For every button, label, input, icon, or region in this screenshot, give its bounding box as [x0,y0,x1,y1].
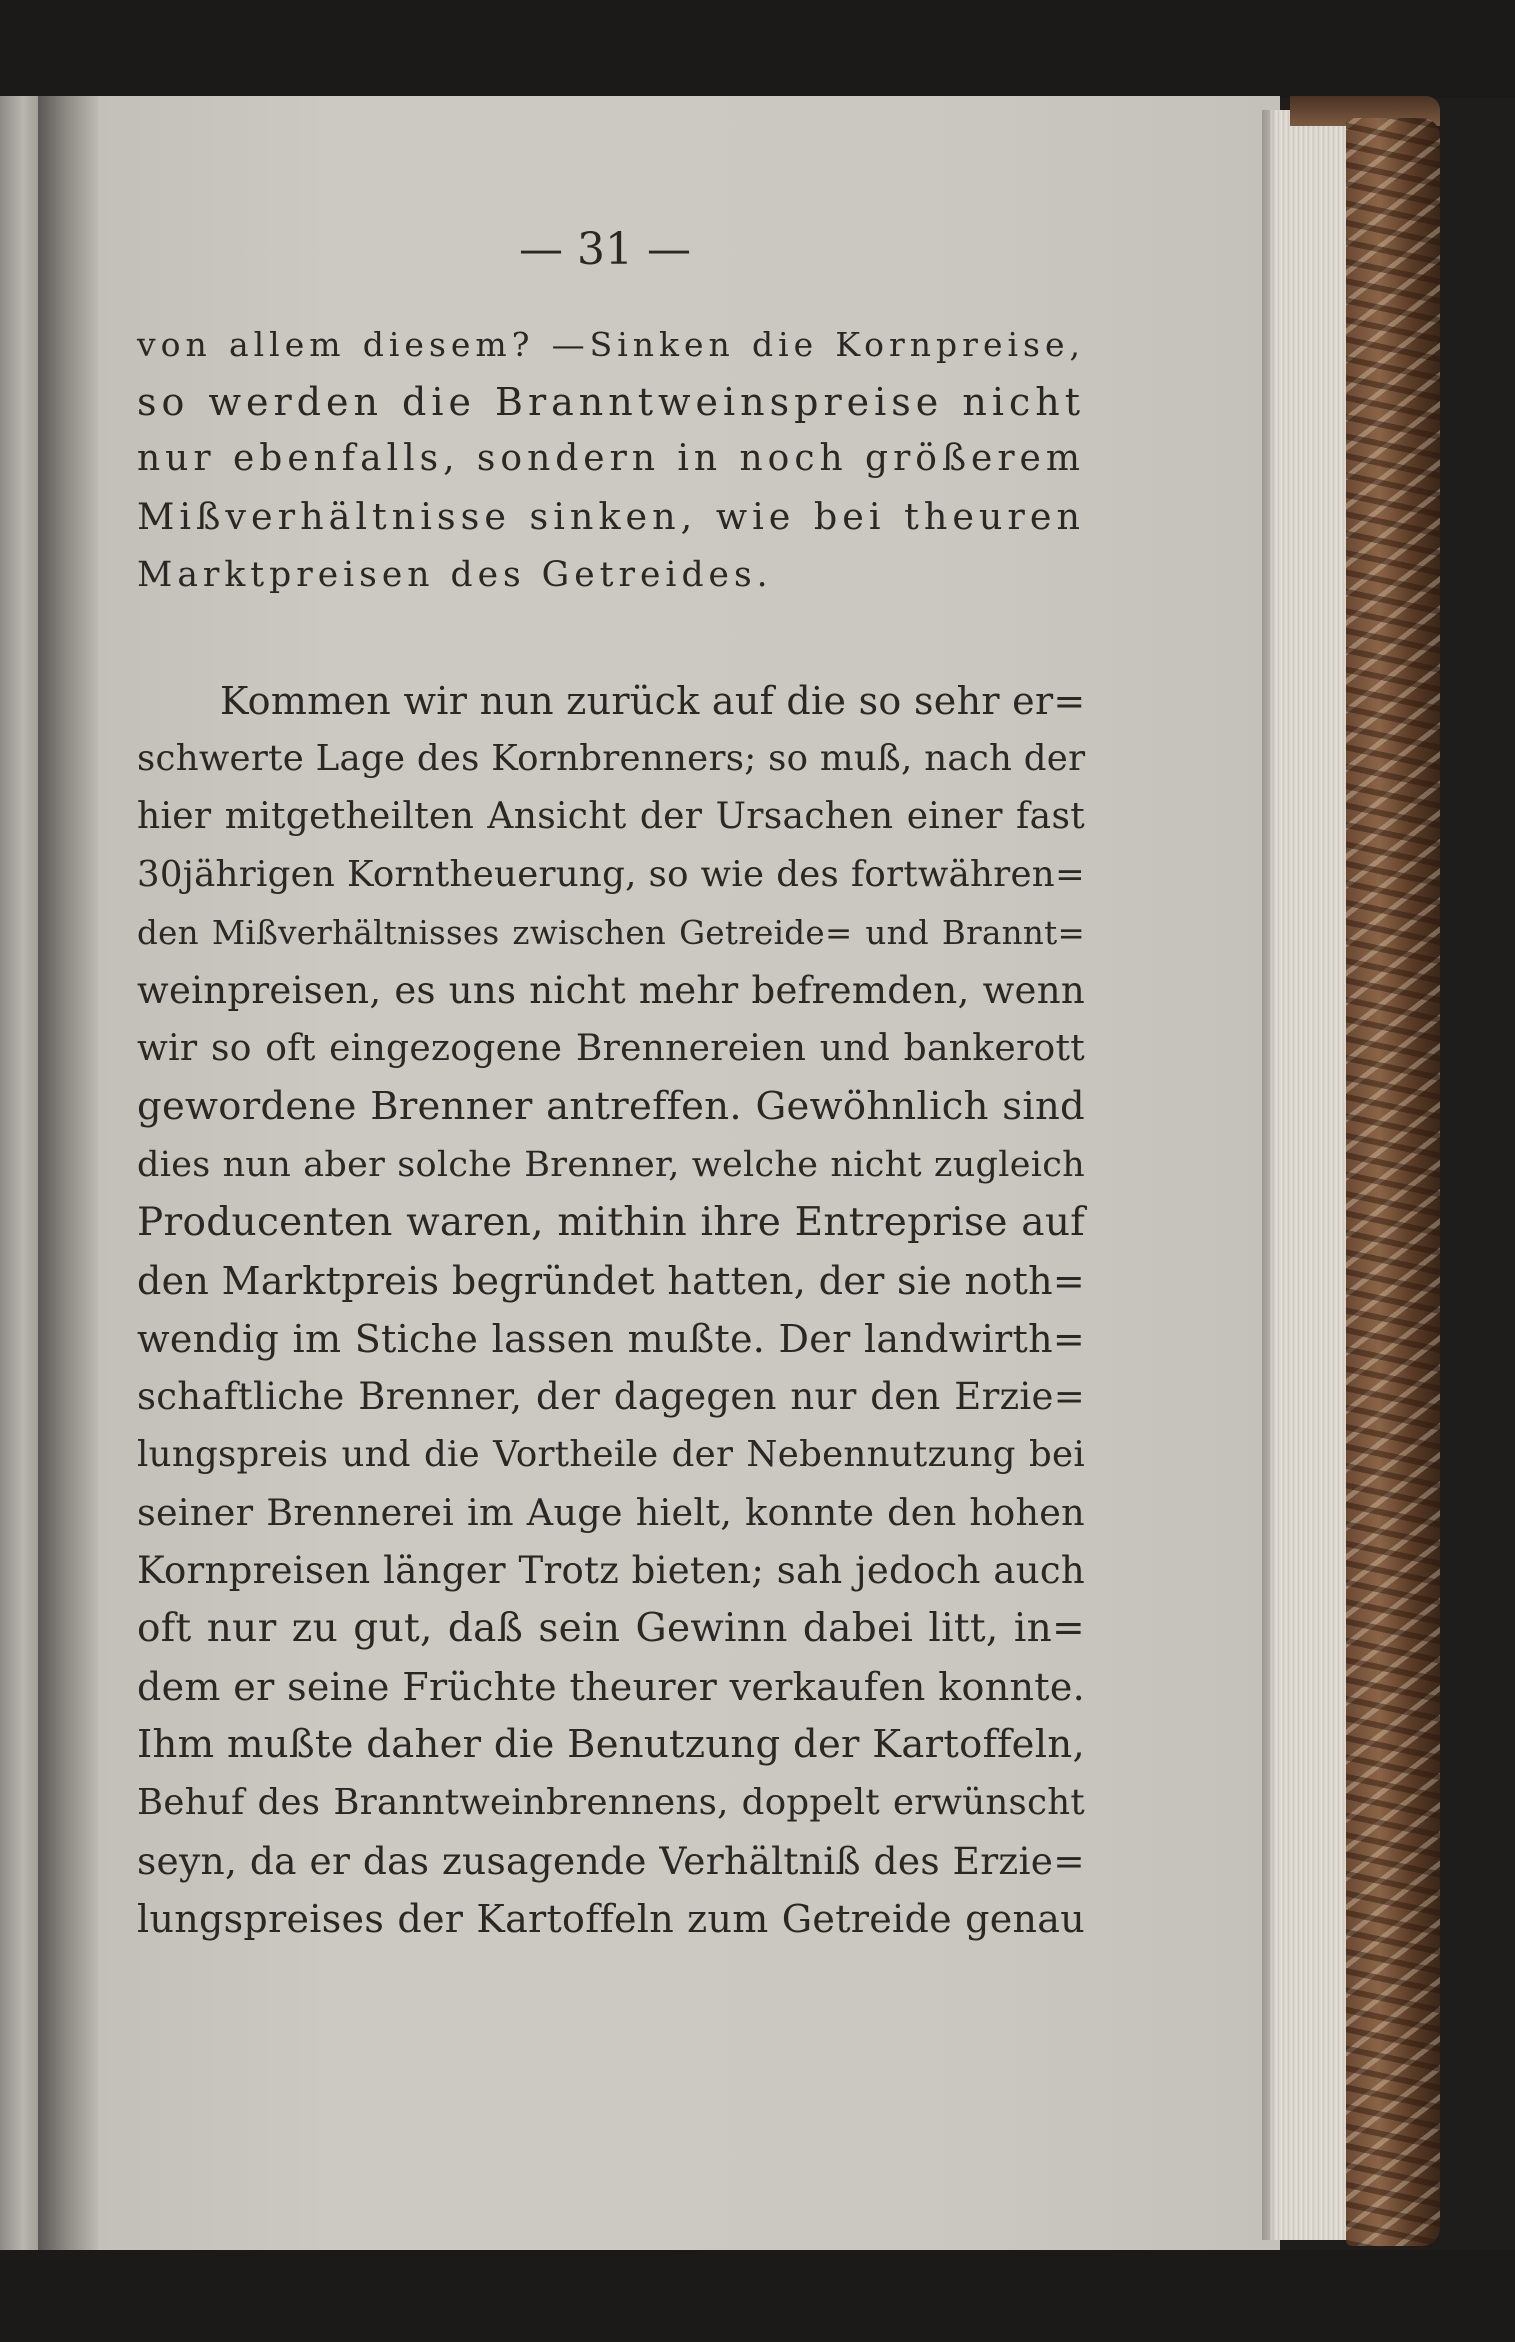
text-line: von allem diesem? —Sinken die Kornpreise, [137,325,1085,364]
text-line: schaftliche Brenner, der dagegen nur den Erzie= [137,1375,1085,1418]
text-line: nur ebenfalls, sondern in noch größerem [137,438,1085,479]
text-line: dies nun aber solche Brenner, welche nicht zugleich [137,1145,1085,1185]
text-line: gewordene Brenner antreffen. Gewöhnlich sind [137,1084,1085,1129]
text-line: oft nur zu gut, daß sein Gewinn dabei litt, in= [137,1606,1085,1651]
text-line: wir so oft eingezogene Brennereien und bankerott [137,1028,1085,1069]
text-line: den Marktpreis begründet hatten, der sie noth= [137,1259,1085,1303]
text-line: so werden die Branntweinspreise nicht [137,380,1085,424]
text-line: den Mißverhältnisses zwischen Getreide= und Brannt= [137,914,1085,952]
text-line: dem er seine Früchte theurer verkaufen konnte. [137,1665,1085,1709]
text-line: Behuf des Branntweinbrennens, doppelt erwünscht [137,1782,1085,1823]
text-line: Kommen wir nun zurück auf die so sehr er= [220,679,1086,723]
text-line: weinpreisen, es uns nicht mehr befremden, wenn [137,969,1085,1012]
text-line: 30jährigen Korntheuerung, so wie des fortwähren= [137,854,1085,895]
text-line: Marktpreisen des Getreides. [137,555,773,595]
text-line: Producenten waren, mithin ihre Entreprise auf [137,1200,1085,1245]
text-line: seyn, da er das zusagende Verhältniß des Erzie= [137,1839,1085,1883]
text-line: lungspreises der Kartoffeln zum Getreide genau [137,1897,1085,1941]
page-number: — 31 — [519,224,691,275]
text-line: lungspreis und die Vortheile der Nebennutzung bei [137,1434,1085,1475]
text-line: hier mitgetheilten Ansicht der Ursachen einer fast [137,796,1085,837]
text-line: Ihm mußte daher die Benutzung der Kartoffeln, [137,1722,1085,1767]
text-line: seiner Brennerei im Auge hielt, konnte den hohen [137,1491,1085,1534]
text-line: wendig im Stiche lassen mußte. Der landwirth= [137,1317,1085,1361]
text-line: Kornpreisen länger Trotz bieten; sah jedoch auch [137,1549,1085,1592]
text-line: schwerte Lage des Kornbrenners; so muß, nach der [137,738,1086,779]
text-line: Mißverhältnisse sinken, wie bei theuren [137,495,1085,538]
